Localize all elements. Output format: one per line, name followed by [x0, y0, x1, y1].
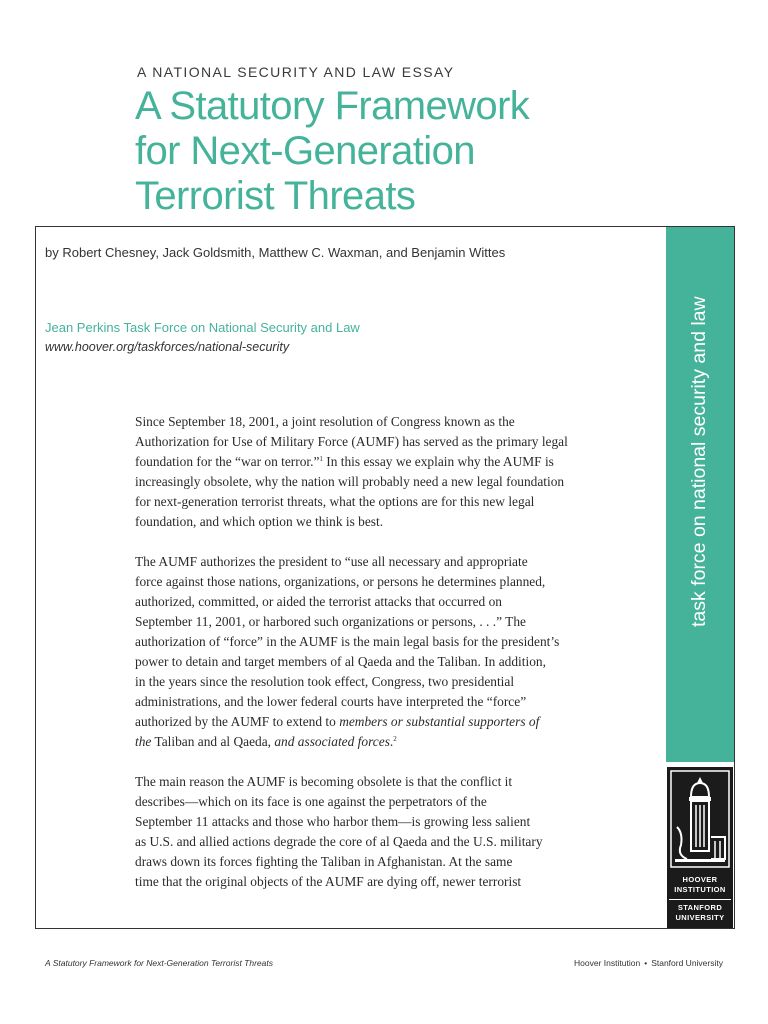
text-line: Since September 18, 2001, a joint resolution of Congress known as the [135, 414, 515, 429]
title-line: A Statutory Framework [135, 84, 530, 128]
paragraph-1 [135, 412, 595, 532]
text-line: for next-generation terrorist threats, what the options are for this new legal [135, 494, 535, 509]
byline: by Robert Chesney, Jack Goldsmith, Matthew C. Waxman, and Benjamin Wittes [45, 245, 506, 260]
text-line: The main reason the AUMF is becoming obsolete is that the conflict it [135, 774, 513, 789]
text-line: September 11 attacks and those who harbor them—is growing less salient [135, 814, 531, 829]
sidebar-label: task force on national security and law [688, 296, 710, 627]
logo-stanford-label: STANFORD UNIVERSITY [669, 903, 731, 923]
paragraph-3 [135, 772, 595, 892]
text-line: The AUMF authorizes the president to “use all necessary and appropriate [135, 554, 528, 569]
text-line: authorization of “force” in the AUMF is the main legal basis for the president’s [135, 634, 560, 649]
task-force-url[interactable]: www.hoover.org/taskforces/national-security [45, 340, 290, 354]
text-line: time that the original objects of the AUMF are dying off, newer terrorist [135, 874, 522, 889]
logo-hoover-label: HOOVER INSTITUTION [669, 875, 731, 900]
essay-kicker: A NATIONAL SECURITY AND LAW ESSAY [137, 64, 455, 80]
hoover-stanford-logo [667, 767, 733, 928]
text-line: in the years since the resolution took effect, Congress, two presidential [135, 674, 515, 689]
task-force-name: Jean Perkins Task Force on National Security and Law [45, 320, 360, 335]
footnote-ref-2[interactable]: 2 [393, 735, 397, 743]
text-line: authorized, committed, or aided the terrorist attacks that occurred on [135, 594, 502, 609]
paragraph-2 [135, 552, 595, 752]
text-line: power to detain and target members of al Qaeda and the Taliban. In addition, [135, 654, 546, 669]
text-line: foundation, and which option we think is best. [135, 514, 384, 529]
text-line: authorized by the AUMF to extend to members or substantial supporters of [135, 714, 540, 729]
text-line: foundation for the “war on terror.”$^1$ In this essay we explain why the AUMF is [135, 454, 554, 469]
footer-title: A Statutory Framework for Next-Generation Terrorist Threats [45, 958, 274, 968]
footer-institution: Hoover Institution • Stanford University [574, 958, 723, 968]
text-line: Authorization for Use of Military Force (AUMF) has served as the primary legal [135, 434, 568, 449]
text-line: the Taliban and al Qaeda, and associated forces.$^2$ [135, 734, 397, 749]
text-line: September 11, 2001, or harbored such organizations or persons, . . .” The [135, 614, 526, 629]
text-line: administrations, and the lower federal courts have interpreted the “force” [135, 694, 527, 709]
essay-title [135, 84, 529, 219]
text-line: increasingly obsolete, why the nation will probably need a new legal foundation [135, 474, 565, 489]
title-line: for Next-Generation [135, 129, 475, 173]
text-line: draws down its forces fighting the Taliban in Afghanistan. At the same [135, 854, 513, 869]
essay-body [135, 412, 595, 912]
title-line: Terrorist Threats [135, 174, 416, 218]
text-line: as U.S. and allied actions degrade the core of al Qaeda and the U.S. military [135, 834, 543, 849]
hoover-tower-icon [667, 767, 733, 871]
text-line: describes—which on its face is one against the perpetrators of the [135, 794, 487, 809]
text-line: force against those nations, organizations, or persons he determines planned, [135, 574, 546, 589]
footnote-ref-1[interactable]: 1 [319, 455, 323, 463]
